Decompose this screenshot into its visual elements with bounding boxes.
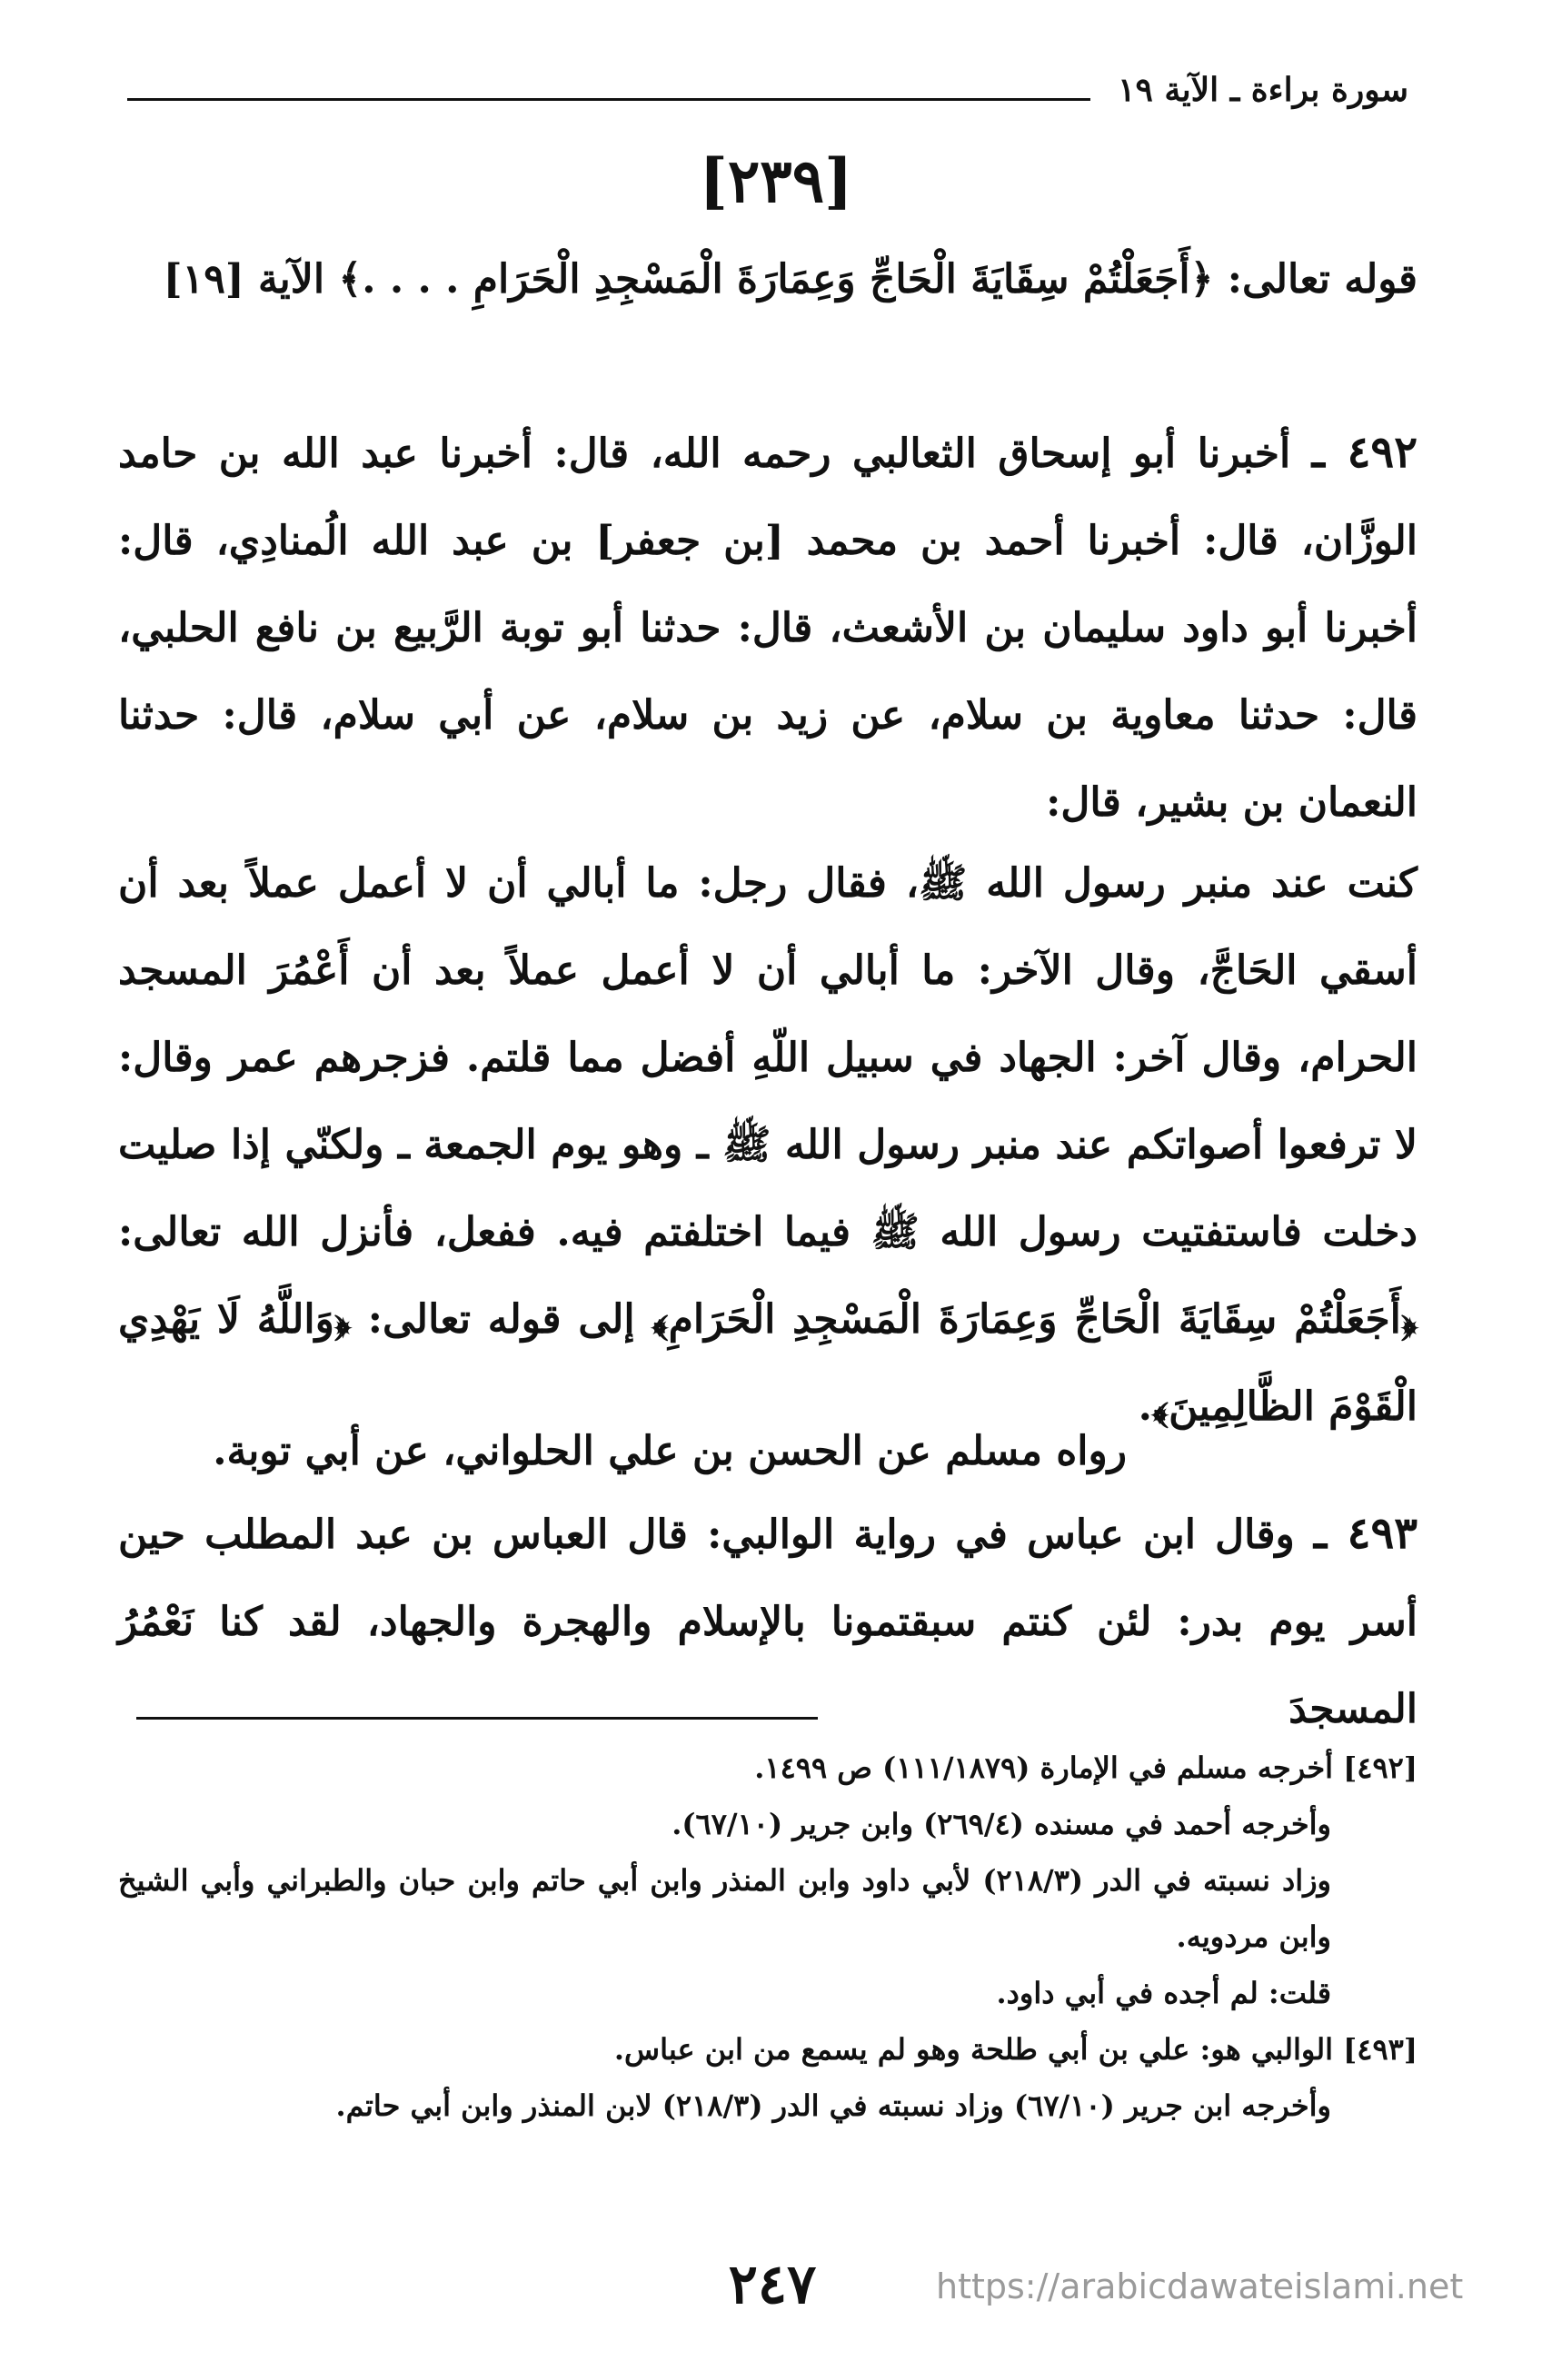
hadith-492-matn bbox=[118, 840, 1418, 1451]
verse-connector: إلى قوله تعالى: bbox=[367, 1296, 635, 1343]
hadith-number: ٤٩٢ ـ bbox=[1311, 427, 1418, 478]
intro-verse: ﴿أَجَعَلْتُمْ سِقَايَةَ الْحَاجِّ وَعِمَارَةَ الْمَسْجِدِ الْحَرَامِ . . . .﴾ bbox=[338, 256, 1214, 302]
entry-number: [٢٣٩] bbox=[699, 145, 853, 216]
quran-verse: ﴿أَجَعَلْتُمْ سِقَايَةَ الْحَاجِّ وَعِمَارَةَ الْمَسْجِدِ الْحَرَامِ﴾ bbox=[652, 1296, 1418, 1343]
footnotes bbox=[118, 1740, 1418, 2134]
footnote-line: وزاد نسبته في الدر (٢١٨/٣) لأبي داود وابن المنذر وابن أبي حاتم وابن حبان والطبراني وأبي الشيخ وابن مردويه. bbox=[118, 1863, 1332, 1954]
hadith-493 bbox=[118, 1490, 1418, 1753]
verse-introduction bbox=[118, 236, 1418, 323]
hadith-text: وقال ابن عباس في رواية الوالبي: قال العباس بن عبد المطلب حين أسر يوم بدر: لئن كنتم سبقتمونا بالإسلام والهجرة والجهاد، لقد كنا نَعْمُرُ المسجدَ bbox=[118, 1512, 1418, 1732]
watermark-url: https://arabicdawateislami.net bbox=[936, 2266, 1464, 2306]
running-header bbox=[127, 71, 1408, 125]
hadith-492-riwayah: رواه مسلم عن الحسن بن علي الحلواني، عن أبي توبة. bbox=[213, 1428, 1127, 1474]
matn-text: كنت عند منبر رسول الله ﷺ، فقال رجل: ما أبالي أن لا أعمل عملاً بعد أن أسقي الحَاجَّ، وقال الآخر: ما أبالي أن لا أعمل عملاً بعد أن أَعْمُرَ المسجد الحرام، وقال آخر: الجهاد في سبيل اللّهِ أفضل مما قلتم. فزجرهم عمر وقال: لا ترفعوا أصواتكم عند منبر رسول الله ﷺ ـ وهو يوم الجمعة ـ ولكنّي إذا صليت دخلت فاستفتيت رسول الله ﷺ فيما اختلفتم فيه. ففعل، فأنزل الله تعالى: bbox=[118, 860, 1418, 1255]
quran-verse: ﴿وَاللَّهُ لَا يَهْدِي الْقَوْمَ الظَّالِمِينَ﴾. bbox=[118, 1296, 1418, 1430]
hadith-number: ٤٩٣ ـ bbox=[1314, 1508, 1418, 1559]
page-number: ٢٤٧ bbox=[728, 2253, 817, 2316]
footnote-line: وأخرجه أحمد في مسنده (٢٦٩/٤) وابن جرير (٦٧/١٠). bbox=[672, 1807, 1331, 1841]
intro-lead: قوله تعالى: bbox=[1227, 256, 1418, 302]
header-rule bbox=[127, 98, 1090, 101]
isnad-text: أخبرنا أبو إسحاق الثعالبي رحمه الله، قال: أخبرنا عبد الله بن حامد الوزَّان، قال: أخبرنا أحمد بن محمد [بن جعفر] بن عبد الله الُمنادِي، قال: أخبرنا أبو داود سليمان بن الأشعث، قال: حدثنا أبو توبة الرَّبيع بن نافع الحلبي، قال: حدثنا معاوية بن سلام، عن زيد بن سلام، عن أبي سلام، قال: حدثنا النعمان بن بشير، قال: bbox=[118, 431, 1418, 826]
running-title: سورة براءة ـ الآية ١٩ bbox=[1118, 71, 1408, 109]
footnote-line: قلت: لم أجده في أبي داود. bbox=[996, 1976, 1331, 2010]
footnote-rule bbox=[136, 1717, 818, 1720]
intro-tail: الآية [١٩] bbox=[163, 256, 325, 302]
footnote-line: وأخرجه ابن جرير (٦٧/١٠) وزاد نسبته في الدر (٢١٨/٣) لابن المنذر وابن أبي حاتم. bbox=[335, 2088, 1331, 2123]
footnote-line: [٤٩٣] الوالبي هو: علي بن أبي طلحة وهو لم يسمع من ابن عباس. bbox=[613, 2032, 1418, 2067]
hadith-492-isnad bbox=[118, 409, 1418, 847]
footnote-line: [٤٩٢] أخرجه مسلم في الإمارة (١١١/١٨٧٩) ص ١٤٩٩. bbox=[754, 1750, 1418, 1785]
